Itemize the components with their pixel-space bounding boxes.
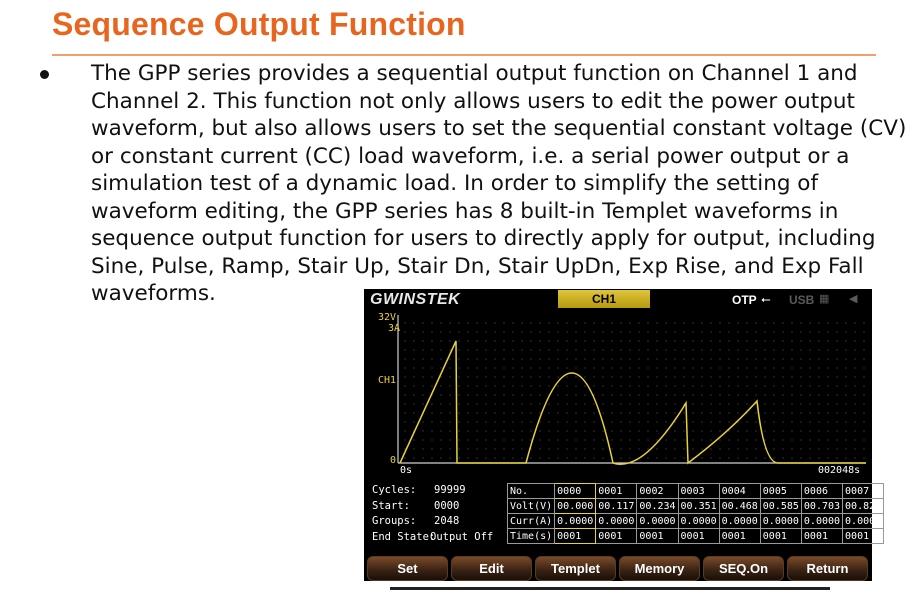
speaker-icon: ◀ [849, 293, 858, 305]
table-cell[interactable]: 0001 [760, 529, 801, 544]
table-cell[interactable]: 00.117 [596, 499, 637, 514]
paragraph-line: waveform editing, the GPP series has 8 built-in Templet waveforms in [91, 198, 839, 224]
return-softkey[interactable]: Return [787, 556, 868, 581]
memory-softkey[interactable]: Memory [619, 556, 700, 581]
graph-grid [398, 315, 866, 463]
paragraph-line: waveform, but also allows users to set the sequential constant voltage (CV) [91, 116, 906, 141]
seq-on-softkey[interactable]: SEQ.On [703, 556, 784, 581]
table-row [508, 529, 884, 544]
gwinstek-logo: GWINSTEK [370, 291, 461, 308]
table-cell[interactable]: 0004 [719, 484, 760, 499]
set-softkey[interactable]: Set [367, 556, 448, 581]
templet-softkey[interactable]: Templet [535, 556, 616, 581]
cycles-value: 99999 [434, 484, 466, 496]
page-title: Sequence Output Function [52, 6, 466, 42]
row-label: Time(s) [508, 529, 555, 544]
device-screen [364, 289, 882, 581]
y-max-current-label: 3A [388, 323, 401, 334]
usb-icon: ⭠ [761, 292, 771, 306]
usb-indicator: USB [789, 293, 815, 307]
edit-softkey[interactable]: Edit [451, 556, 532, 581]
table-cell[interactable]: 0.0000 [678, 514, 719, 529]
screen-shadow [390, 587, 830, 590]
row-label: Volt(V) [508, 499, 555, 514]
start-value: 0000 [434, 499, 460, 512]
x-start-label: 0s [400, 465, 413, 476]
table-cell[interactable]: 0.0000 [637, 514, 678, 529]
waveform-svg [368, 313, 868, 477]
end-state-value: Output Off [430, 530, 494, 543]
table-cell[interactable]: 0001 [678, 529, 719, 544]
channel-title: CH1 [558, 290, 650, 308]
paragraph-line: simulation test of a dynamic load. In order to simplify the setting of [91, 171, 819, 196]
paragraph-line: or constant current (CC) load waveform, i.e. a serial power output or a [91, 143, 850, 169]
table-cell[interactable]: 0001 [719, 529, 760, 544]
softkey-bar [364, 553, 872, 581]
y-zero-label: 0 [390, 455, 397, 466]
groups-value: 2048 [434, 515, 460, 527]
row-label: No. [508, 484, 555, 499]
row-label: Curr(A) [508, 514, 555, 529]
table-cell-selected[interactable]: 0000 [555, 484, 596, 499]
cycles-label: Cycles: [372, 484, 417, 496]
table-row [508, 499, 884, 514]
table-cell[interactable]: 00.703 [801, 499, 842, 514]
table-cell-selected[interactable]: 0.0000 [555, 514, 596, 529]
waveform-graph [368, 313, 868, 477]
table-cell[interactable]: 0007 [843, 484, 884, 499]
paragraph-line: The GPP series provides a sequential output function on Channel 1 and [91, 61, 858, 86]
x-end-label: 002048s [818, 465, 861, 476]
paragraph-line: Sine, Pulse, Ramp, Stair Up, Stair Dn, Stair UpDn, Exp Rise, and Exp Fall [91, 253, 864, 279]
start-label: Start: [372, 499, 410, 512]
table-cell[interactable]: 0.0000 [843, 514, 884, 529]
end-state-label: End State: [372, 530, 436, 543]
table-cell[interactable]: 00.820 [843, 499, 884, 514]
table-cell[interactable]: 0005 [760, 484, 801, 499]
title-divider [52, 54, 876, 56]
table-cell-selected[interactable]: 00.000 [555, 499, 596, 514]
lan-icon: ▦ [819, 293, 830, 305]
table-cell[interactable]: 00.585 [760, 499, 801, 514]
y-max-voltage-label: 32V [378, 312, 397, 323]
table-row [508, 484, 884, 499]
table-row [508, 514, 884, 529]
table-cell[interactable]: 0001 [801, 529, 842, 544]
table-cell[interactable]: 0001 [843, 529, 884, 544]
table-cell[interactable]: 0.0000 [596, 514, 637, 529]
bullet-icon [40, 70, 49, 79]
otp-indicator: OTP [732, 293, 757, 307]
table-cell[interactable]: 0001 [637, 529, 678, 544]
sequence-table [507, 483, 884, 544]
table-cell[interactable]: 0.0000 [801, 514, 842, 529]
groups-label: Groups: [372, 515, 417, 527]
paragraph-line: Channel 2. This function not only allows users to edit the power output [91, 88, 855, 114]
table-cell-selected[interactable]: 0001 [555, 529, 596, 544]
paragraph-line: waveforms. [91, 281, 216, 306]
table-cell[interactable]: 0001 [596, 484, 637, 499]
table-cell[interactable]: 0003 [678, 484, 719, 499]
table-cell[interactable]: 00.351 [678, 499, 719, 514]
table-cell[interactable]: 0006 [801, 484, 842, 499]
table-cell[interactable]: 0.0000 [760, 514, 801, 529]
table-cell[interactable]: 0001 [596, 529, 637, 544]
paragraph-line: sequence output function for users to directly apply for output, including [91, 226, 876, 251]
table-cell[interactable]: 0.0000 [719, 514, 760, 529]
description-paragraph [91, 60, 906, 308]
table-cell[interactable]: 00.234 [637, 499, 678, 514]
channel-marker: CH1 [378, 375, 397, 386]
table-cell[interactable]: 00.468 [719, 499, 760, 514]
status-bar [364, 289, 872, 310]
table-cell[interactable]: 0002 [637, 484, 678, 499]
